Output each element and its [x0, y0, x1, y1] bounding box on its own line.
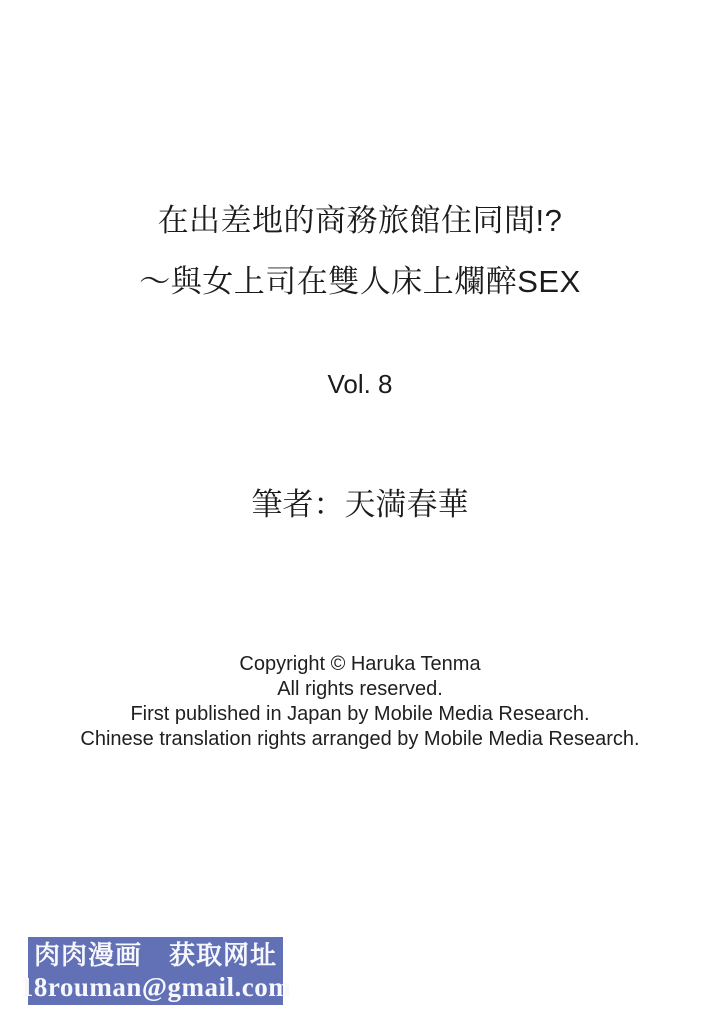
copyright-line: Chinese translation rights arranged by Mobile Media Research.	[80, 728, 640, 750]
copyright-line: Copyright © Haruka Tenma	[239, 653, 481, 675]
copyright-line: All rights reserved.	[277, 678, 443, 700]
volume-label: Vol. 8	[327, 369, 393, 399]
author-credit: 筆者：天満春華	[251, 487, 469, 522]
copyright-line: First published in Japan by Mobile Media Research.	[130, 703, 590, 725]
series-title-line1: 在出差地的商務旅館住同間!?	[157, 203, 563, 238]
copyright-block	[0, 652, 720, 752]
watermark-banner	[19, 937, 292, 1005]
series-title	[0, 190, 720, 312]
watermark-site-name: 肉肉漫画 获取网址	[33, 940, 277, 970]
watermark-email: 18rouman@gmail.com	[19, 972, 292, 1002]
series-title-line2: ～與女上司在雙人床上爛醉SEX	[139, 264, 581, 299]
